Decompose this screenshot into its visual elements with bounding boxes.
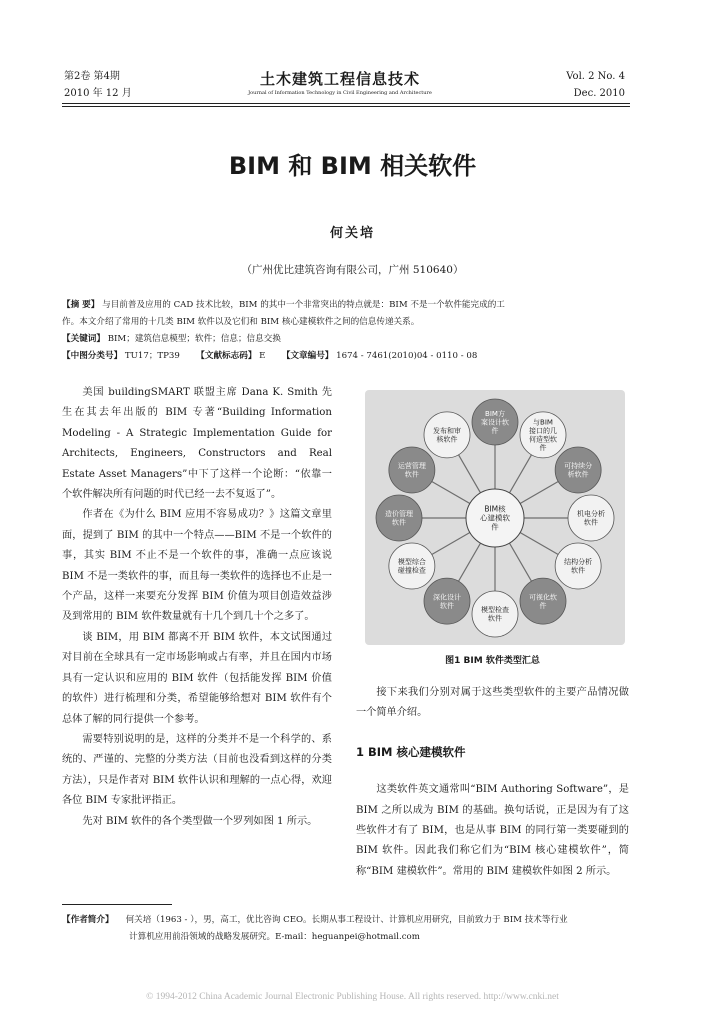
footnote-line [62,912,637,929]
article-number-label: 【文章编号】 [281,351,334,361]
journal-title-cn: 土木建筑工程信息技术 [259,70,420,88]
software-category-label: 结构分析软件 [564,558,593,575]
keywords-row [62,331,637,348]
paragraph: 需要特别说明的是，这样的分类并不是一个科学的、系统的、严谨的、完整的分类方法（目前也没看到这样的分类方法），只是作者对 BIM 软件认识和理解的一点心得，欢迎各位 BIM 专家批评指正。 [62,733,332,807]
journal-title-en: Journal of Information Technology in Civil Engineering and Architecture [248,90,432,96]
date-cn: 2010 年 12 月 [64,88,132,99]
paragraph: 接下来我们分别对属于这些类型软件的主要产品情况做一个简单介绍。 [356,687,629,719]
header-rule-thin [62,106,630,107]
paragraph: 谈 BIM，用 BIM 都离不开 BIM 软件，本文试图通过对目前在全球具有一定市场影响或占有率，并且在国内市场具有一定认识和应用的 BIM 软件（包括能发挥 BIM 价值的软件）进行梳理和分类，希望能够给想对 BIM 软件有个总体了解的同行提供一个参考。 [62,631,332,725]
footnote-label: 【作者简介】 [62,915,114,925]
bim-software-diagram [365,390,625,645]
software-category-label: 可视化软件 [529,593,557,610]
software-category-label: 模型综合碰撞检查 [397,558,426,575]
author-affiliation: （广州优比建筑咨询有限公司，广州 510640） [241,264,464,276]
software-category-label: 可持续分析软件 [564,462,593,479]
abstract-text-line2: 作。本文介绍了常用的十几类 BIM 软件以及它们和 BIM 核心建模软件之间的信息传递关系。 [62,317,420,327]
figure-1-caption: 图1 BIM 软件类型汇总 [445,656,540,666]
class-label: 【中图分类号】 [62,351,123,361]
footnote-text-2: 计算机应用前沿领域的战略发展研究。E-mail：heguanpei@hotmail.com [129,932,420,942]
footnote-text-1: 何关培（1963 - ），男，高工，优比咨询 CEO。长期从事工程设计、计算机应用研究，目前致力于 BIM 技术等行业 [125,915,568,925]
volume-issue-en: Vol. 2 No. 4 [566,71,625,82]
core-modeling-label: BIM核心建模软件 [480,504,510,532]
footnote-rule [62,904,172,905]
body-left-column [62,383,332,832]
classification-row [62,348,637,365]
software-category-label: 发布和审核软件 [433,427,461,444]
software-category-label: 造价管理软件 [385,510,413,527]
volume-issue-cn: 第2卷 第4期 [64,71,120,82]
article-author: 何关培 [329,226,375,241]
abstract-text-line1: 与目前普及应用的 CAD 技术比较，BIM 的其中一个非常突出的特点就是：BIM 不是一个软件能完成的工 [102,300,505,310]
header-left [64,68,132,102]
date-en: Dec. 2010 [573,88,625,99]
paragraph: 先对 BIM 软件的各个类型做一个罗列如图 1 所示。 [82,815,318,827]
abstract-label: 【摘 要】 [62,300,100,310]
keywords-text: BIM；建筑信息模型；软件；信息；信息交换 [107,334,281,344]
software-category-label: 机电分析软件 [577,510,605,527]
article-title: BIM 和 BIM 相关软件 [228,152,477,180]
paragraph: 这类软件英文通常叫“BIM Authoring Software”，是 BIM 之所以成为 BIM 的基础。换句话说，正是因为有了这些软件才有了 BIM，也是从事 BIM 的同行第一类要碰到的 BIM 软件。因此我们称它们为“BIM 核心建模软件”，简称“BIM 建模软件”。常用的 BIM 建模软件如图 2 所示。 [356,784,629,877]
journal-masthead [200,68,480,96]
figure-1 [365,390,625,645]
keywords-label: 【关键词】 [62,334,105,344]
doc-code-label: 【文献标志码】 [196,351,257,361]
software-category-label: 模型检查软件 [481,606,509,623]
section-heading: 1 BIM 核心建模软件 [356,744,466,759]
abstract-row-2 [62,314,637,331]
article-number-value: 1674 - 7461(2010)04 - 0110 - 08 [336,351,478,361]
class-value: TU17；TP39 [124,351,180,361]
software-category-label: 运营管理软件 [397,462,426,479]
paragraph: 美国 buildingSMART 联盟主席 Dana K. Smith 先生在其去年出版的 BIM 专著“Building Information Modeling - A Strategic Implementation Guide for Architects, Engineers, Constructors and Real Estate Asset Managers”中下了这样一个论断：“依靠一个软件解决所有问题的时代已经一去不复返了”。 [62,387,332,501]
software-category-label: 深化设计软件 [433,593,461,610]
paragraph: 作者在《为什么 BIM 应用不容易成功？》这篇文章里面，提到了 BIM 的其中一个特点——BIM 不是一个软件的事，其实 BIM 不止不是一个软件的事，准确一点应该说 BIM 不是一类软件的事，而且每一类软件的选择也不止是一个产品，这样一来要充分发挥 BIM 价值为项目创造效益涉及到常用的 BIM 软件数量就有十几个到几十个之多了。 [62,509,332,623]
header-rule [62,103,630,104]
body-right-column [356,683,629,882]
author-footnote [62,912,637,946]
abstract-block [62,297,637,365]
header-right [566,68,625,102]
doc-code-value: E [259,351,266,361]
abstract-row [62,297,637,314]
software-category-label: 与BIM 接口的几何造型软件 [529,418,557,453]
software-category-label: BIM方案设计软件 [481,409,509,435]
copyright-notice: © 1994-2012 China Academic Journal Electronic Publishing House. All rights reserved. http://www.cnki.net [146,992,559,1002]
